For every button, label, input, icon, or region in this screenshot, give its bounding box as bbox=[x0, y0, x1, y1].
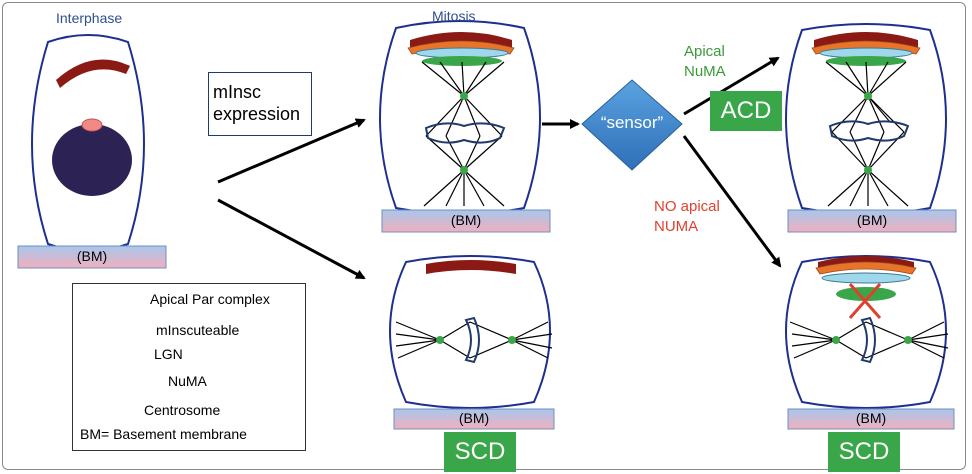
mitosis-top-bm-label: (BM) bbox=[450, 212, 482, 228]
mitosis-bottom-centrosome-left bbox=[436, 336, 444, 344]
no-apical-numa-label bbox=[654, 197, 720, 237]
apical-numa-label bbox=[684, 42, 726, 82]
mitosis-bottom-bm-label: (BM) bbox=[458, 410, 490, 426]
mitosis-title: Mitosis bbox=[432, 8, 476, 24]
acd-label: ACD bbox=[710, 91, 782, 131]
scd-right-centrosome-left bbox=[832, 336, 840, 344]
interphase-cell bbox=[18, 35, 166, 268]
legend-bm-label: BM= Basement membrane bbox=[80, 426, 247, 442]
mitosis-top-centrosome-upper bbox=[460, 92, 468, 100]
acd-centrosome-upper bbox=[864, 92, 872, 100]
scd-left-label: SCD bbox=[444, 432, 516, 472]
interphase-centrosome bbox=[82, 119, 102, 131]
sensor-label: “sensor” bbox=[600, 113, 664, 132]
mitosis-top-cell bbox=[380, 21, 550, 232]
legend-par-label: Apical Par complex bbox=[150, 291, 270, 307]
scd-right-cell bbox=[786, 256, 954, 429]
minsc-expression-line1: mInsc bbox=[213, 82, 262, 102]
acd-bm-label: (BM) bbox=[856, 212, 888, 228]
interphase-nucleus bbox=[52, 124, 132, 196]
mitosis-top-centrosome-lower bbox=[460, 166, 468, 174]
acd-cell bbox=[786, 24, 956, 232]
arrow-to-mitosis-bottom bbox=[218, 200, 364, 278]
scd-right-bm-label: (BM) bbox=[855, 410, 887, 426]
acd-centrosome-lower bbox=[864, 166, 872, 174]
no-apical-numa-line1: NO apical bbox=[654, 198, 720, 215]
minsc-expression-line2: expression bbox=[213, 104, 301, 124]
no-apical-numa-line2: NUMA bbox=[654, 218, 699, 235]
legend-lgn-label: LGN bbox=[154, 346, 183, 362]
scd-right-centrosome-right bbox=[904, 336, 912, 344]
apical-numa-line2: NuMA bbox=[684, 63, 726, 80]
legend-numa-label: NuMA bbox=[168, 373, 207, 389]
legend-minsc-label: mInscuteable bbox=[156, 322, 240, 338]
interphase-bm-label: (BM) bbox=[76, 248, 108, 264]
mitosis-bottom-cell bbox=[390, 256, 554, 429]
legend-centrosome-label: Centrosome bbox=[144, 402, 221, 418]
scd-right-lgn bbox=[822, 273, 910, 283]
minsc-expression-box bbox=[208, 72, 312, 136]
scd-right-label: SCD bbox=[828, 432, 900, 472]
mitosis-bottom-centrosome-right bbox=[508, 336, 516, 344]
apical-numa-line1: Apical bbox=[684, 43, 725, 60]
interphase-title: Interphase bbox=[56, 10, 123, 26]
